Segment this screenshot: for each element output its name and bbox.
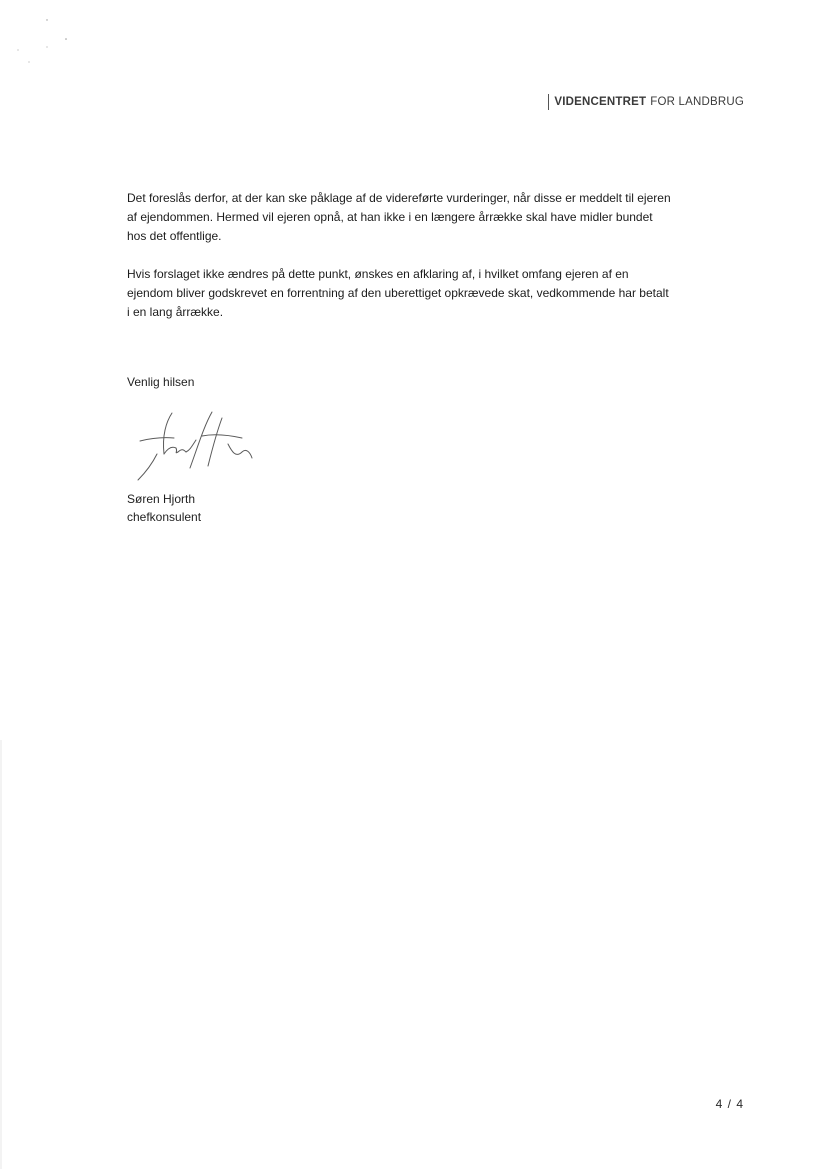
letterhead xyxy=(548,94,744,110)
scan-specks xyxy=(10,12,80,72)
scan-edge-shadow xyxy=(0,740,2,1169)
body-paragraph-1: Det foreslås derfor, at der kan ske påklage af de videreførte vurderinger, når disse er meddelt til ejeren af ejendommen. Hermed vil ejeren opnå, at han ikke i en længere årrække skal have midler bundet hos det offentlige. xyxy=(127,191,671,243)
handwritten-signature xyxy=(132,408,262,488)
letter-body xyxy=(127,189,672,341)
closing-greeting: Venlig hilsen xyxy=(127,375,195,389)
signer-block xyxy=(127,490,201,526)
letterhead-organization: VIDENCENTRET xyxy=(554,96,647,108)
signer-title: chefkonsulent xyxy=(127,510,202,524)
letterhead-divider xyxy=(548,94,549,110)
letterhead-organization-suffix: FOR LANDBRUG xyxy=(650,96,744,108)
signer-name: Søren Hjorth xyxy=(127,492,196,506)
page-number: 4 / 4 xyxy=(715,1097,744,1111)
body-paragraph-2: Hvis forslaget ikke ændres på dette punkt, ønskes en afklaring af, i hvilket omfang ejeren af en ejendom bliver godskrevet en forrentning af den uberettiget opkrævede skat, vedkommende har betalt i en lang årrække. xyxy=(127,267,669,319)
